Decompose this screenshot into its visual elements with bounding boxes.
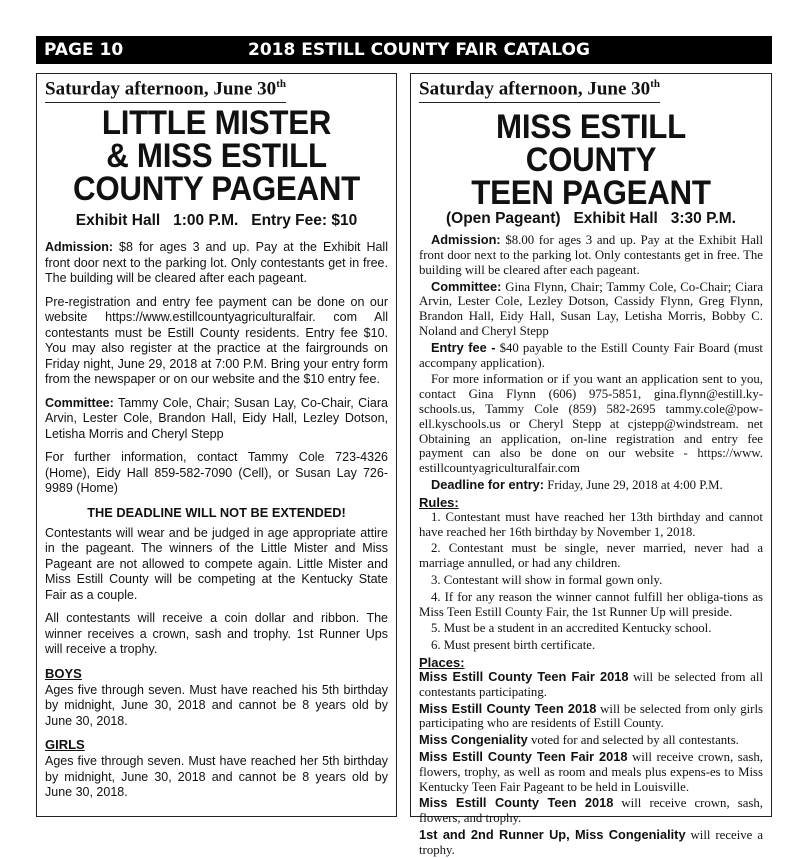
awards-paragraph: All contestants will receive a coin dollar and ribbon. The winner receives a crown, sash and trophy. 1st Runner Ups will receive a trophy. [45, 611, 388, 657]
place-item: Miss Estill County Teen 2018 will be selected from only girls participating who are residents of Estill County. [419, 700, 763, 731]
place-item: 1st and 2nd Runner Up, Miss Congeniality will receive a trophy. [419, 826, 763, 857]
places-heading: Places: [419, 654, 465, 670]
girls-paragraph: Ages five through seven. Must have reached her 5th birthday by midnight, June 30, 2018 and cannot be 8 years old by June 30, 2018. [45, 754, 388, 800]
rule-item: 1. Contestant must have reached her 13th birthday and cannot have reached her 16th birthday by November 1, 2018. [419, 509, 763, 539]
pageant-subtitle: Exhibit Hall 1:00 P.M. Entry Fee: $10 [75, 212, 358, 230]
committee-paragraph: Committee: Gina Flynn, Chair; Tammy Cole, Co-Chair; Ciara Arvin, Lester Cole, Lezley Dotson, Cassidy Flynn, Greg Flynn, Brandon Hall, Eidy Hall, Susan Lay, Letisha Morris, Bobby C. Noland and Cheryl Stepp [419, 278, 763, 339]
catalog-title: 2018 ESTILL COUNTY FAIR CATALOG [248, 40, 590, 60]
judging-paragraph: Contestants will wear and be judged in age appropriate attire in the pageant. The winners of the Little Mister and Miss Pageant are not allowed to compete again. Little Mister and Miss Estill County will be competing at the Kentucky State Fair as a couple. [45, 525, 388, 602]
place-item: Miss Congeniality voted for and selected by all contestants. [419, 732, 739, 748]
pageant-title: MISS ESTILL COUNTY TEEN PAGEANT [471, 108, 711, 213]
committee-paragraph: Committee: Tammy Cole, Chair; Susan Lay, Co-Chair, Ciara Arvin, Lester Cole, Brandon Hall, Eidy Hall, Lezley Dotson, Letisha Morris and Cheryl Stepp [45, 395, 388, 441]
place-item: Miss Estill County Teen Fair 2018 will be selected from all contestants participating. [419, 668, 763, 699]
contact-paragraph: For further information, contact Tammy Cole 723-4326 (Home), Eidy Hall 859-582-7090 (Cell), or Susan Lay 726-9989 (Home) [45, 450, 388, 496]
preregistration-paragraph: Pre-registration and entry fee payment can be done on our website https://www.estillcountyagriculturalfair. com All contestants must be Estill County residents. Entry fee $10. You may also register at the practice at the fairgrounds on Friday night, June 29, 2018 at 7:00 P.M. Bring your entry form from the newspaper or on our website and the $10 entry fee. [45, 294, 388, 387]
deadline-paragraph: Deadline for entry: Friday, June 29, 2018 at 4:00 P.M. [431, 476, 723, 492]
rule-item: 5. Must be a student in an accredited Kentucky school. [431, 621, 712, 636]
place-item: Miss Estill County Teen Fair 2018 will receive crown, sash, flowers, trophy, as well as room and meals plus expens-es to Miss Kentucky Teen Fair Pageant to be held in Louisville. [419, 748, 763, 794]
date-heading: Saturday afternoon, June 30th [419, 78, 660, 103]
rule-item: 2. Contestant must be single, never married, never had a marriage annulled, or had any children. [419, 541, 763, 571]
admission-paragraph: Admission: $8.00 for ages 3 and up. Pay at the Exhibit Hall front door next to the parking lot. Only contestants get in free. The building will be cleared after each pageant. [419, 232, 763, 277]
entry-fee-paragraph: Entry fee - $40 payable to the Estill County Fair Board (must accompany application). [419, 339, 763, 370]
place-item: Miss Estill County Teen 2018 will receive crown, sash, flowers, and trophy. [419, 795, 763, 826]
girls-heading: GIRLS [45, 737, 85, 753]
little-mister-column [36, 73, 397, 817]
deadline-notice: THE DEADLINE WILL NOT BE EXTENDED! [87, 504, 346, 520]
rules-heading: Rules: [419, 494, 459, 510]
boys-paragraph: Ages five through seven. Must have reached his 5th birthday by midnight, June 30, 2018 and cannot be 8 years old by June 30, 2018. [45, 682, 388, 728]
admission-paragraph: Admission: $8 for ages 3 and up. Pay at the Exhibit Hall front door next to the parking lot. Only contestants get in free. The building will be cleared after each pageant. [45, 240, 388, 286]
information-paragraph: For more information or if you want an application sent to you, contact Gina Flynn (606) 975-5851, gina.flynn@estill.ky-schools.us, Tammy Cole (859) 582-2695 tammy.cole@pow-ell.kyschools.us or Cheryl Stepp at cjstepp@windstream. net Obtaining an application, on-line registration and entry fee payment can also be done on our website - https://www. estillcountyagriculturalfair.com [419, 372, 763, 476]
pageant-subtitle: (Open Pageant) Exhibit Hall 3:30 P.M. [446, 210, 736, 228]
page-number: PAGE 10 [44, 40, 124, 60]
rule-item: 6. Must present birth certificate. [431, 638, 596, 653]
rule-item: 4. If for any reason the winner cannot fulfill her obliga-tions as Miss Teen Estill County Fair, the 1st Runner Up will preside. [419, 589, 763, 619]
boys-heading: BOYS [45, 665, 82, 681]
rule-item: 3. Contestant will show in formal gown only. [431, 572, 663, 587]
date-heading: Saturday afternoon, June 30th [45, 78, 286, 103]
pageant-title: LITTLE MISTER & MISS ESTILL COUNTY PAGEANT [73, 104, 360, 209]
page-banner [36, 36, 772, 64]
teen-pageant-column [410, 73, 772, 857]
